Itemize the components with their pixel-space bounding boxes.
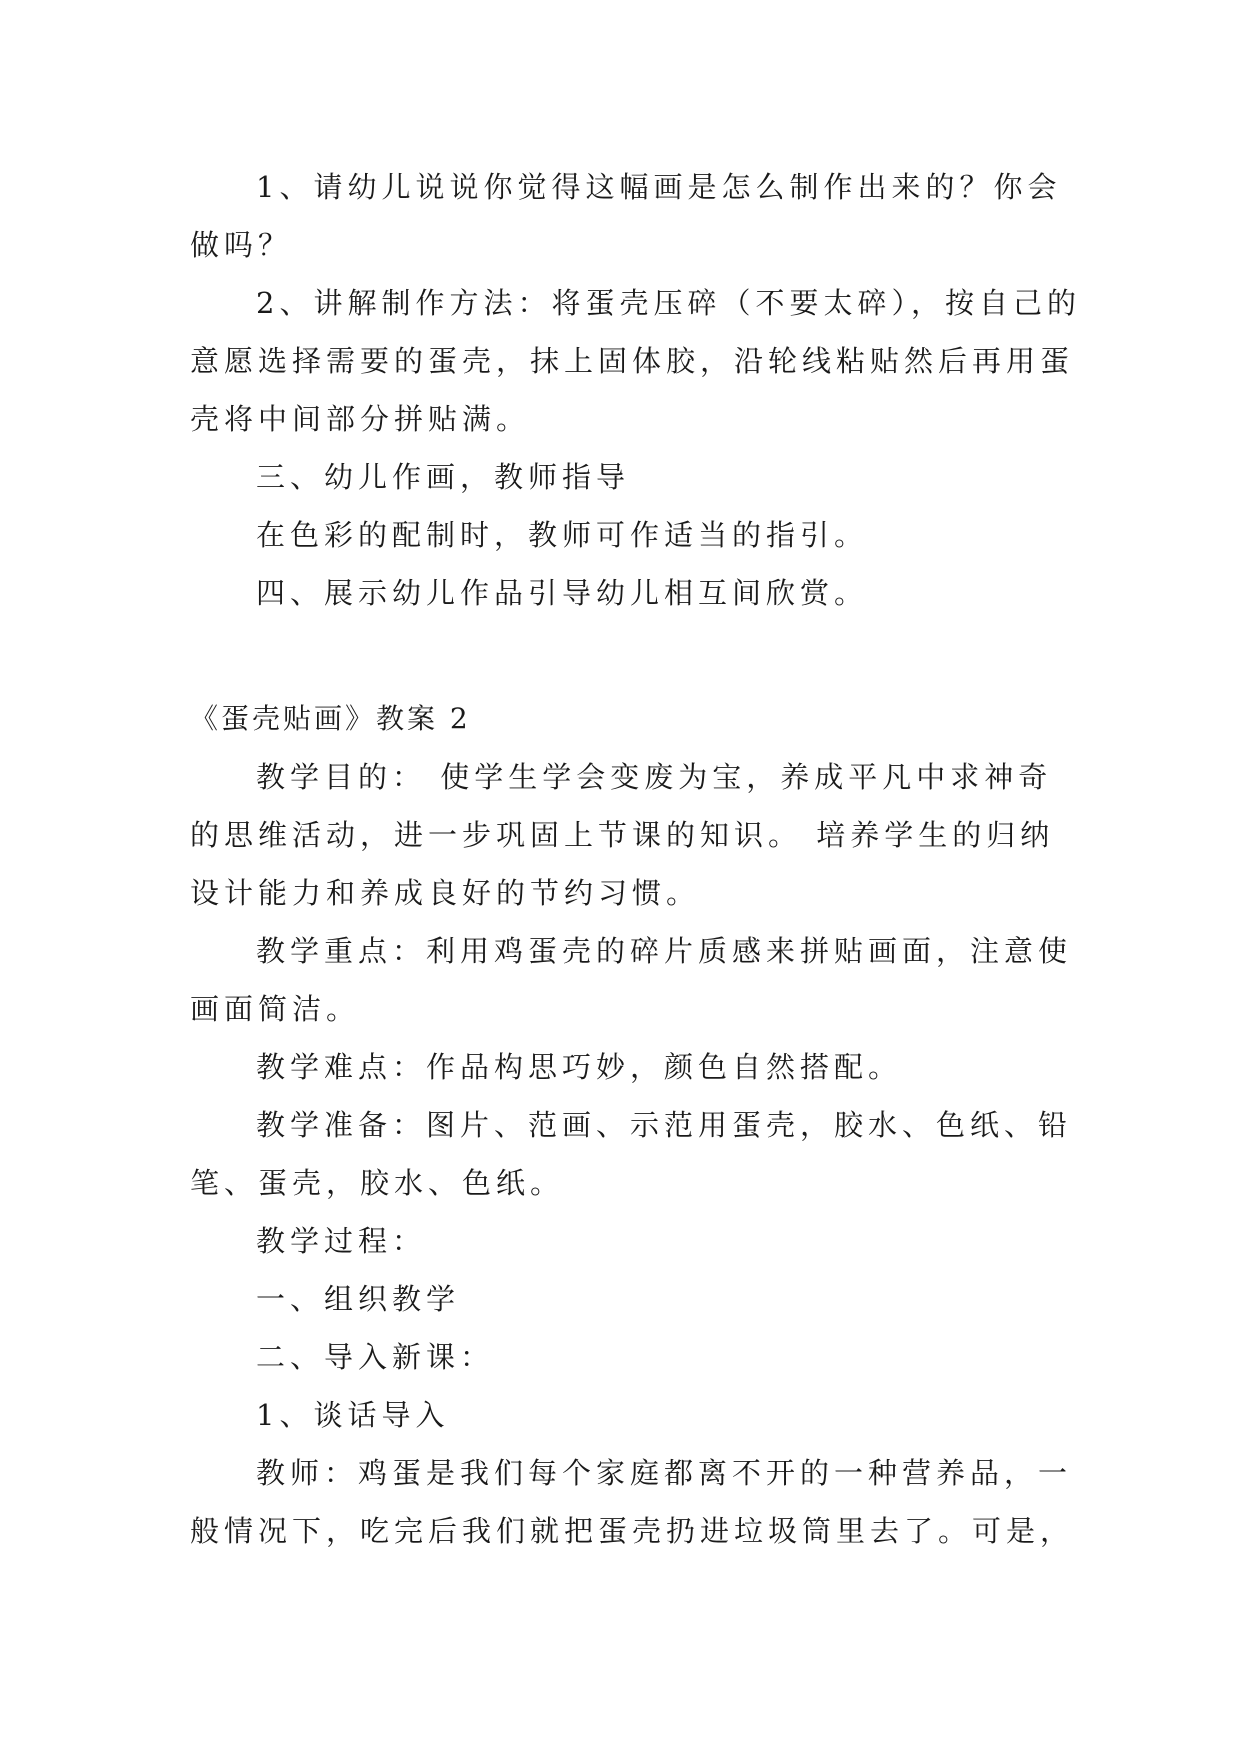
paragraph-line: 壳将中间部分拼贴满。 [190, 402, 531, 436]
paragraph-line: 画面简洁。 [190, 992, 361, 1026]
paragraph-line: 教学重点：利用鸡蛋壳的碎片质感来拼贴画面，注意使 [256, 934, 1073, 968]
paragraph-line: 在色彩的配制时，教师可作适当的指引。 [256, 518, 869, 552]
paragraph-line: 设计能力和养成良好的节约习惯。 [190, 876, 701, 910]
paragraph-line: 一、组织教学 [256, 1282, 461, 1316]
paragraph-line: 四、展示幼儿作品引导幼儿相互间欣赏。 [256, 576, 869, 610]
paragraph-line: 教学过程： [256, 1224, 427, 1258]
section-2-body [190, 690, 1075, 1560]
paragraph-line: 1、谈话导入 [256, 1398, 450, 1432]
paragraph-line: 教学目的： 使学生学会变废为宝，养成平凡中求神奇 [256, 760, 1053, 794]
paragraph-line: 2、讲解制作方法：将蛋壳压碎（不要太碎），按自己的 [256, 286, 1081, 320]
section-title: 《蛋壳贴画》教案 2 [190, 702, 471, 735]
paragraph-line: 笔、蛋壳，胶水、色纸。 [190, 1166, 565, 1200]
paragraph-line: 二、导入新课： [256, 1340, 495, 1374]
paragraph-line: 教学难点：作品构思巧妙，颜色自然搭配。 [256, 1050, 903, 1084]
paragraph-line: 的思维活动，进一步巩固上节课的知识。 培养学生的归纳 [190, 818, 1055, 852]
section-1-body [190, 158, 1081, 622]
paragraph-line: 教师：鸡蛋是我们每个家庭都离不开的一种营养品，一 [256, 1456, 1073, 1490]
paragraph-line: 般情况下，吃完后我们就把蛋壳扔进垃圾筒里去了。可是， [190, 1514, 1075, 1548]
paragraph-line: 意愿选择需要的蛋壳，抹上固体胶，沿轮线粘贴然后再用蛋 [190, 344, 1075, 378]
paragraph-line: 做吗？ [190, 228, 293, 262]
paragraph-line: 三、幼儿作画，教师指导 [256, 460, 631, 494]
paragraph-line: 教学准备：图片、范画、示范用蛋壳，胶水、色纸、铅 [256, 1108, 1073, 1142]
paragraph-line: 1、请幼儿说说你觉得这幅画是怎么制作出来的？你会 [256, 170, 1062, 204]
